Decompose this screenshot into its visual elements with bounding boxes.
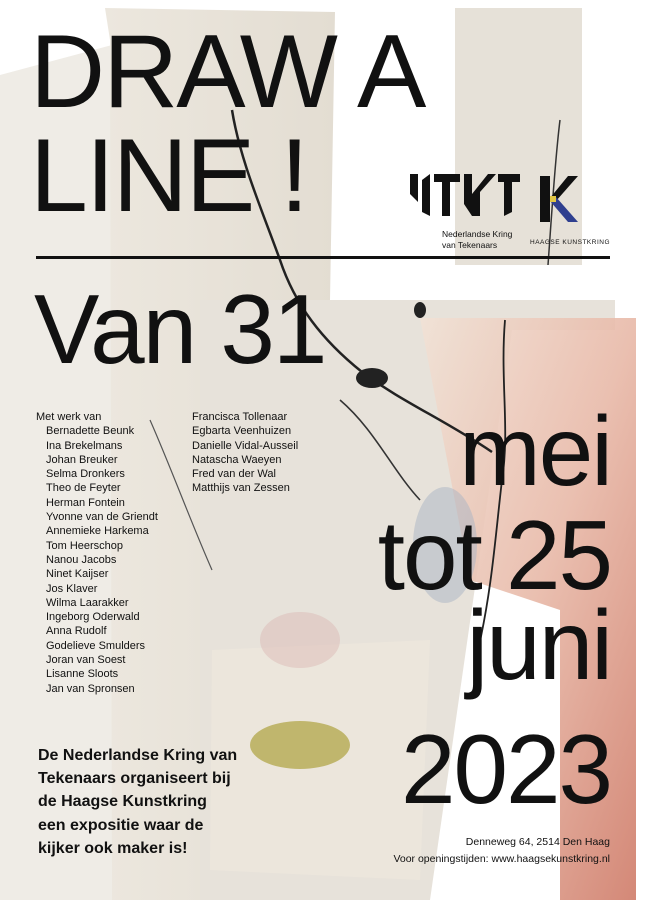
artist-name: Natascha Waeyen xyxy=(192,453,282,466)
artist-name: Wilma Laarakker xyxy=(46,596,129,609)
artist-intro: Met werk van xyxy=(36,411,102,423)
artist-name: Ingeborg Oderwald xyxy=(46,611,140,624)
nkvt-logo-mark-icon xyxy=(410,174,520,216)
artist-name: Tom Heerschop xyxy=(46,539,124,552)
description-line: De Nederlandse Kring van xyxy=(38,747,238,764)
k-logo-icon xyxy=(530,176,578,222)
artist-name: Matthijs van Zessen xyxy=(192,482,290,495)
venue-address: Denneweg 64, 2514 Den Haag xyxy=(465,836,610,848)
artist-list-column-1 xyxy=(36,410,158,696)
artist-name: Annemieke Harkema xyxy=(46,525,149,538)
artist-name: Theo de Feyter xyxy=(46,482,121,495)
haagse-kunstkring-logo xyxy=(530,176,610,246)
artist-name: Yvonne van de Griendt xyxy=(46,511,158,524)
description-line: een expositie waar de xyxy=(38,816,204,834)
haagse-kunstkring-name: HAAGSE KUNSTKRING xyxy=(530,239,611,246)
artist-name: Godelieve Smulders xyxy=(46,639,146,652)
artist-name: Herman Fontein xyxy=(46,496,125,509)
artist-list-column-2 xyxy=(192,410,298,496)
venue-info xyxy=(393,834,610,868)
description-line: Tekenaars organiseert bij xyxy=(38,770,231,788)
artist-name: Nanou Jacobs xyxy=(46,553,117,566)
date-from: Van 31 xyxy=(34,274,326,384)
date-month-from: mei xyxy=(459,396,611,506)
artist-name: Ninet Kaijser xyxy=(46,568,109,581)
artist-name: Bernadette Beunk xyxy=(46,425,135,438)
title-line-1: DRAW A xyxy=(30,14,425,130)
artist-name: Selma Dronkers xyxy=(46,468,125,481)
ink-blot xyxy=(356,368,388,388)
nkvt-name-line-1: Nederlandse Kring xyxy=(442,229,513,239)
olive-smudge xyxy=(250,721,350,769)
nkvt-logo xyxy=(410,174,520,250)
nkvt-name-line-2: van Tekenaars xyxy=(442,239,498,250)
divider-rule xyxy=(36,256,610,259)
artist-name: Francisca Tollenaar xyxy=(192,411,288,423)
ink-blot-2 xyxy=(414,302,426,318)
artist-name: Anna Rudolf xyxy=(46,625,107,638)
artist-name: Jos Klaver xyxy=(46,582,98,595)
artist-name: Johan Breuker xyxy=(46,453,118,466)
title-line-2: LINE ! xyxy=(30,118,307,234)
date-to: tot 25 xyxy=(377,500,611,610)
artist-name: Egbarta Veenhuizen xyxy=(192,425,292,438)
artist-name: Danielle Vidal-Ausseil xyxy=(192,439,299,452)
opening-hours-link: Voor openingstijden: www.haagsekunstkring.nl xyxy=(393,853,610,865)
artist-name: Ina Brekelmans xyxy=(46,439,123,452)
date-year: 2023 xyxy=(400,714,611,824)
artist-name: Lisanne Sloots xyxy=(46,668,119,681)
exhibition-description xyxy=(38,744,237,860)
artist-name: Jan van Spronsen xyxy=(46,682,135,695)
artist-name: Fred van der Wal xyxy=(192,468,276,481)
rose-smudge xyxy=(260,612,340,668)
date-month-to: juni xyxy=(466,590,611,700)
description-line: de Haagse Kunstkring xyxy=(38,793,207,811)
description-line: kijker ook maker is! xyxy=(38,839,188,857)
artist-name: Joran van Soest xyxy=(46,654,126,667)
